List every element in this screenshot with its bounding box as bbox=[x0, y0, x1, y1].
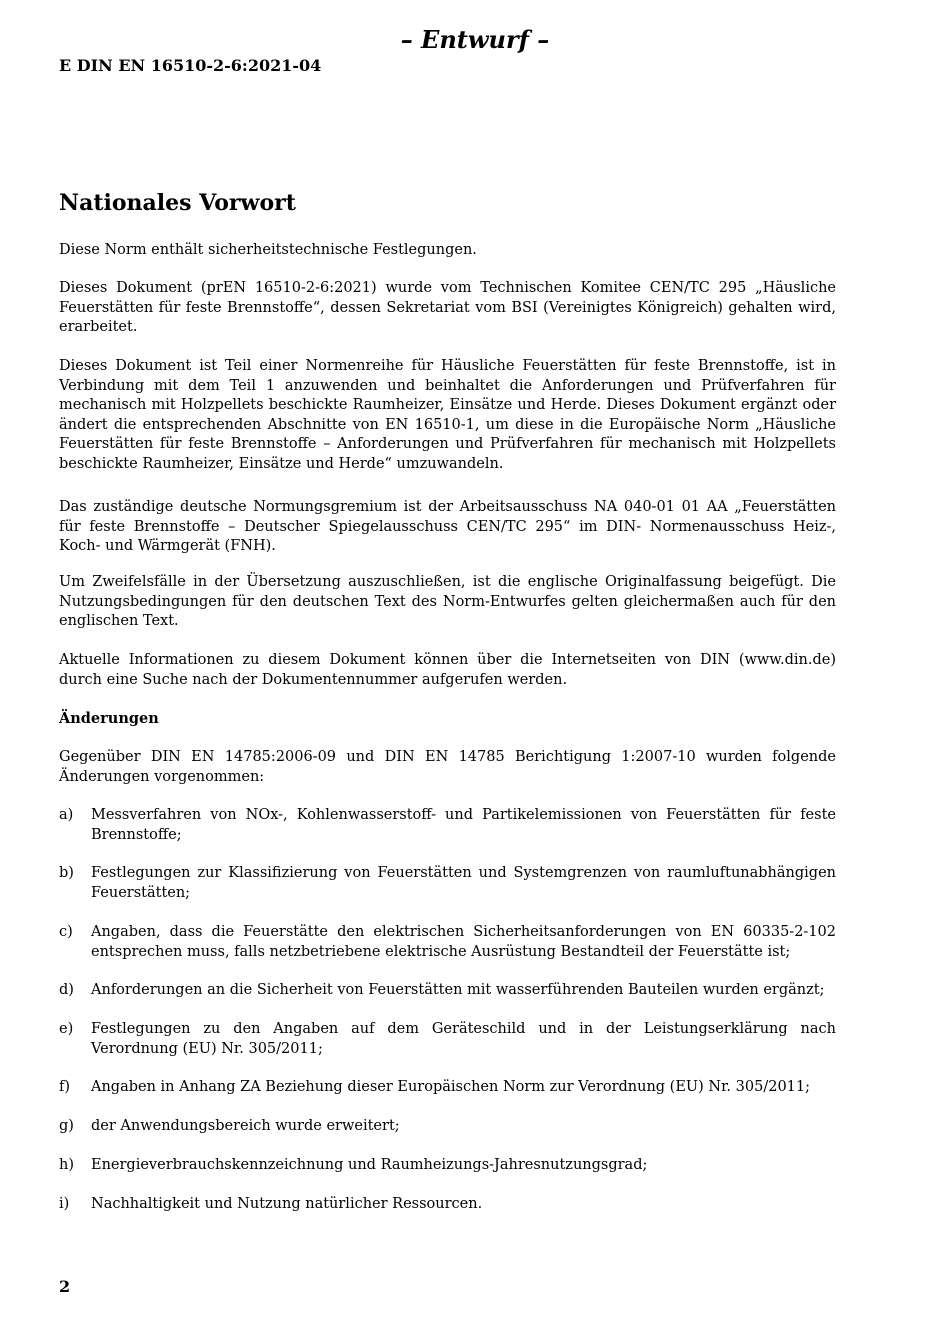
list-item-letter: f) bbox=[59, 1079, 71, 1095]
draft-mark: – Entwurf – bbox=[400, 25, 550, 54]
paragraph: Aktuelle Informationen zu diesem Dokument können über die Internetseiten von DIN (www.din.de) durch eine Suche nach der Dokumentennummer aufgerufen werden. bbox=[59, 652, 836, 688]
list-item-letter: b) bbox=[59, 865, 74, 881]
document-id: E DIN EN 16510-2-6:2021-04 bbox=[59, 56, 322, 75]
list-item-text: der Anwendungsbereich wurde erweitert; bbox=[91, 1118, 400, 1134]
paragraph: Diese Norm enthält sicherheitstechnische Festlegungen. bbox=[59, 242, 477, 258]
list-item-letter: d) bbox=[59, 982, 74, 998]
changes-heading: Änderungen bbox=[59, 710, 159, 727]
list-item-letter: c) bbox=[59, 924, 73, 940]
list-item-letter: i) bbox=[59, 1196, 70, 1212]
list-item-text: Festlegungen zur Klassifizierung von Feuerstätten und Systemgrenzen von raumluftunabhängigen Feuerstätten; bbox=[91, 865, 836, 901]
list-item-text: Nachhaltigkeit und Nutzung natürlicher Ressourcen. bbox=[91, 1196, 483, 1212]
paragraph: Das zuständige deutsche Normungsgremium ist der Arbeitsausschuss NA 040-01 01 AA „Feuerstätten für feste Brennstoffe – Deutscher Spiegelausschuss CEN/TC 295“ im DIN- Normenausschuss Heiz-, Koch- und Wärmgerät (FNH). bbox=[59, 499, 836, 555]
paragraph: Dieses Dokument ist Teil einer Normenreihe für Häusliche Feuerstätten für feste Brennstoffe, ist in Verbindung mit dem Teil 1 anzuwenden und beinhaltet die Anforderungen und Prüfverfahren für mechanisch mit Holzpellets beschickte Raumheizer, Einsätze und Herde. Dieses Dokument ergänzt oder ändert die entsprechenden Abschnitte von EN 16510-1, um diese in die Europäische Norm „Häusliche Feuerstätten für feste Brennstoffe – Anforderungen und Prüfverfahren für mechanisch mit Holzpellets beschickte Raumheizer, Einsätze und Herde“ umzuwandeln. bbox=[59, 358, 836, 472]
paragraph: Um Zweifelsfälle in der Übersetzung auszuschließen, ist die englische Originalfassung beigefügt. Die Nutzungsbedingungen für den deutschen Text des Norm-Entwurfes gelten gleichermaßen auch für den englischen Text. bbox=[59, 574, 836, 630]
list-item-text: Energieverbrauchskennzeichnung und Raumheizungs-Jahresnutzungsgrad; bbox=[91, 1157, 648, 1173]
list-item-text: Angaben, dass die Feuerstätte den elektrischen Sicherheitsanforderungen von EN 60335-2-102 entsprechen muss, falls netzbetriebene elektrische Ausrüstung Bestandteil der Feuerstätte ist; bbox=[91, 924, 836, 960]
page-title: Nationales Vorwort bbox=[59, 190, 296, 216]
changes-intro: Gegenüber DIN EN 14785:2006-09 und DIN EN 14785 Berichtigung 1:2007-10 wurden folgende Änderungen vorgenommen: bbox=[59, 749, 836, 785]
list-item-letter: a) bbox=[59, 807, 74, 823]
list-item-text: Anforderungen an die Sicherheit von Feuerstätten mit wasserführenden Bauteilen wurden ergänzt; bbox=[91, 982, 825, 998]
list-item-text: Festlegungen zu den Angaben auf dem Geräteschild und in der Leistungserklärung nach Verordnung (EU) Nr. 305/2011; bbox=[91, 1021, 836, 1057]
list-item-letter: h) bbox=[59, 1157, 74, 1173]
paragraph: Dieses Dokument (prEN 16510-2-6:2021) wurde vom Technischen Komitee CEN/TC 295 „Häusliche Feuerstätten für feste Brennstoffe“, dessen Sekretariat vom BSI (Vereinigtes Königreich) gehalten wird, erarbeitet. bbox=[59, 280, 836, 336]
page-number: 2 bbox=[59, 1277, 71, 1296]
list-item-letter: e) bbox=[59, 1021, 74, 1037]
list-item-text: Messverfahren von NOx-, Kohlenwasserstoff- und Partikelemissionen von Feuerstätten für feste Brennstoffe; bbox=[91, 807, 836, 843]
list-item-text: Angaben in Anhang ZA Beziehung dieser Europäischen Norm zur Verordnung (EU) Nr. 305/2011; bbox=[91, 1079, 811, 1095]
list-item-letter: g) bbox=[59, 1118, 74, 1134]
